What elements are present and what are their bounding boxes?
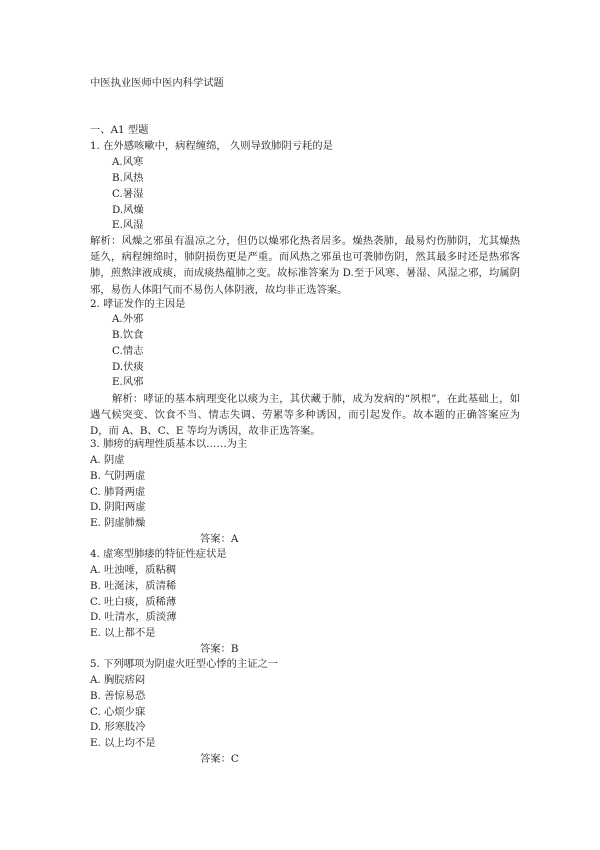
q1-option-a: A.风寒 bbox=[112, 156, 144, 168]
q4-option-b: B. 吐涎沫，质清稀 bbox=[90, 580, 177, 592]
q4-option-d: D. 吐清水，质淡薄 bbox=[90, 611, 177, 623]
q2-option-d: D.伏痰 bbox=[112, 361, 144, 373]
q1-option-b: B.风热 bbox=[112, 172, 144, 184]
q5-option-b: B. 善惊易恐 bbox=[90, 690, 146, 702]
q5-answer: 答案：C bbox=[200, 753, 239, 765]
question-3-stem: 3. 肺痨的病理性质基本以……为主 bbox=[90, 438, 248, 450]
q5-option-a: A. 胸脘痞闷 bbox=[90, 674, 146, 686]
q3-option-c: C. 肺肾两虚 bbox=[90, 486, 146, 498]
question-5-stem: 5. 下列哪项为阴虚火旺型心悸的主证之一 bbox=[90, 658, 279, 670]
q2-analysis: 解析：哮证的基本病理变化以痰为主，其伏藏于肺，成为发病的“夙根”，在此基础上，如遇气候突变、饮食不当、情志失调、劳累等多种诱因，而引起发作。故本题的正确答案应为 D，而 A、B、C、E 等均为诱因，故非正选答案。 bbox=[90, 393, 520, 438]
q3-option-d: D. 阴阳两虚 bbox=[90, 501, 146, 513]
q1-option-d: D.风燥 bbox=[112, 204, 144, 216]
q3-answer: 答案：A bbox=[200, 533, 239, 545]
q1-option-c: C.暑湿 bbox=[112, 188, 144, 200]
q3-option-a: A. 阴虚 bbox=[90, 454, 125, 466]
q3-option-e: E. 阴虚肺燥 bbox=[90, 517, 146, 529]
q2-option-e: E.风邪 bbox=[112, 376, 144, 388]
q2-option-b: B.饮食 bbox=[112, 329, 144, 341]
section-heading: 一、A1 型题 bbox=[90, 124, 149, 136]
q4-option-e: E. 以上都不是 bbox=[90, 627, 156, 639]
q4-option-c: C. 吐白痰，质稀薄 bbox=[90, 596, 177, 608]
question-4-stem: 4. 虚寒型肺痿的特征性症状是 bbox=[90, 548, 227, 560]
q4-answer: 答案：B bbox=[200, 643, 239, 655]
question-1-stem: 1. 在外感咳嗽中，病程缠绵， 久则导致肺阴亏耗的是 bbox=[90, 140, 333, 152]
document-title: 中医执业医师中医内科学试题 bbox=[90, 77, 224, 89]
question-2-stem: 2. 哮证发作的主因是 bbox=[90, 298, 186, 310]
q3-option-b: B. 气阴两虚 bbox=[90, 470, 146, 482]
q1-option-e: E.风湿 bbox=[112, 219, 144, 231]
q5-option-d: D. 形寒肢冷 bbox=[90, 721, 146, 733]
q2-option-c: C.情志 bbox=[112, 345, 144, 357]
q1-analysis: 解析：风燥之邪虽有温凉之分，但仍以燥邪化热者居多。燥热袭肺，最易灼伤肺阴，尤其燥热延久，病程缠绵时，肺阴损伤更是严重。而风热之邪虽也可袭肺伤阴，然其最多时还是热邪客肺，煎熬津液成痰，而成痰热蕴肺之变。故标准答案为 D.至于风寒、暑湿、风湿之邪，均属阴邪，易伤人体阳气而不易伤人体阴液，故均非正选答案。 bbox=[90, 235, 520, 296]
q5-option-e: E. 以上均不是 bbox=[90, 737, 156, 749]
q5-option-c: C. 心烦少寐 bbox=[90, 706, 146, 718]
q4-option-a: A. 吐浊唾，质粘稠 bbox=[90, 564, 177, 576]
q2-option-a: A.外邪 bbox=[112, 313, 144, 325]
